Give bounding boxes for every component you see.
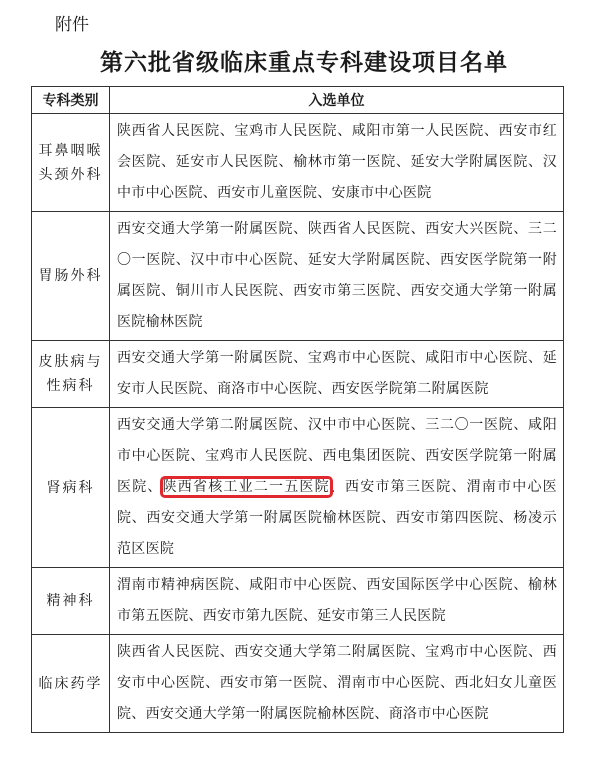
attachment-label: 附件 bbox=[55, 15, 89, 35]
hospitals-cell bbox=[110, 408, 564, 568]
table-row bbox=[32, 341, 564, 408]
table-row bbox=[32, 212, 564, 341]
hospitals-cell: 西安交通大学第一附属医院、宝鸡市中心医院、咸阳市中心医院、延安市人民医院、商洛市中心医院、西安医学院第二附属医院 bbox=[110, 341, 564, 408]
table-row bbox=[32, 568, 564, 635]
table-header-row bbox=[32, 87, 564, 114]
category-cell: 精神科 bbox=[32, 568, 110, 635]
table-row bbox=[32, 635, 564, 733]
category-cell: 胃肠外科 bbox=[32, 212, 110, 341]
table-row bbox=[32, 408, 564, 568]
category-cell: 临床药学 bbox=[32, 635, 110, 733]
category-cell: 皮肤病与性病科 bbox=[32, 341, 110, 408]
table-row bbox=[32, 114, 564, 212]
hospitals-cell: 渭南市精神病医院、咸阳市中心医院、西安国际医学中心医院、榆林市第五医院、西安市第九医院、延安市第三人民医院 bbox=[110, 568, 564, 635]
hospitals-cell: 陕西省人民医院、西安交通大学第二附属医院、宝鸡市中心医院、西安市中心医院、西安市第一医院、渭南市中心医院、西北妇女儿童医院、西安交通大学第一附属医院榆林医院、商洛市中心医院 bbox=[110, 635, 564, 733]
project-list-table bbox=[31, 86, 564, 733]
hospitals-text-after: 、西安市第三医院、渭南市中心医院、西安交通大学第一附属医院榆林医院、西安市第四医院、杨凌示范区医院 bbox=[117, 479, 557, 557]
category-cell: 耳鼻咽喉头颈外科 bbox=[32, 114, 110, 212]
header-hospitals: 入选单位 bbox=[110, 87, 564, 114]
header-category: 专科类别 bbox=[32, 87, 110, 114]
document-title: 第六批省级临床重点专科建设项目名单 bbox=[100, 49, 508, 76]
hospitals-cell: 西安交通大学第一附属医院、陕西省人民医院、西安大兴医院、三二〇一医院、汉中市中心医院、延安大学附属医院、西安医学院第一附属医院、铜川市人民医院、西安市第三医院、西安交通大学第一附属医院榆林医院 bbox=[110, 212, 564, 341]
highlighted-hospital: 陕西省核工业二一五医院 bbox=[162, 479, 330, 495]
category-cell: 肾病科 bbox=[32, 408, 110, 568]
hospitals-text-before: 西安交通大学第二附属医院、汉中市中心医院、三二〇一医院、咸阳市中心医院、宝鸡市人民医院、西电集团医院、西安医学院第一附属医院、 bbox=[117, 417, 557, 495]
hospitals-cell: 陕西省人民医院、宝鸡市人民医院、咸阳市第一人民医院、西安市红会医院、延安市人民医院、榆林市第一医院、延安大学附属医院、汉中市中心医院、西安市儿童医院、安康市中心医院 bbox=[110, 114, 564, 212]
